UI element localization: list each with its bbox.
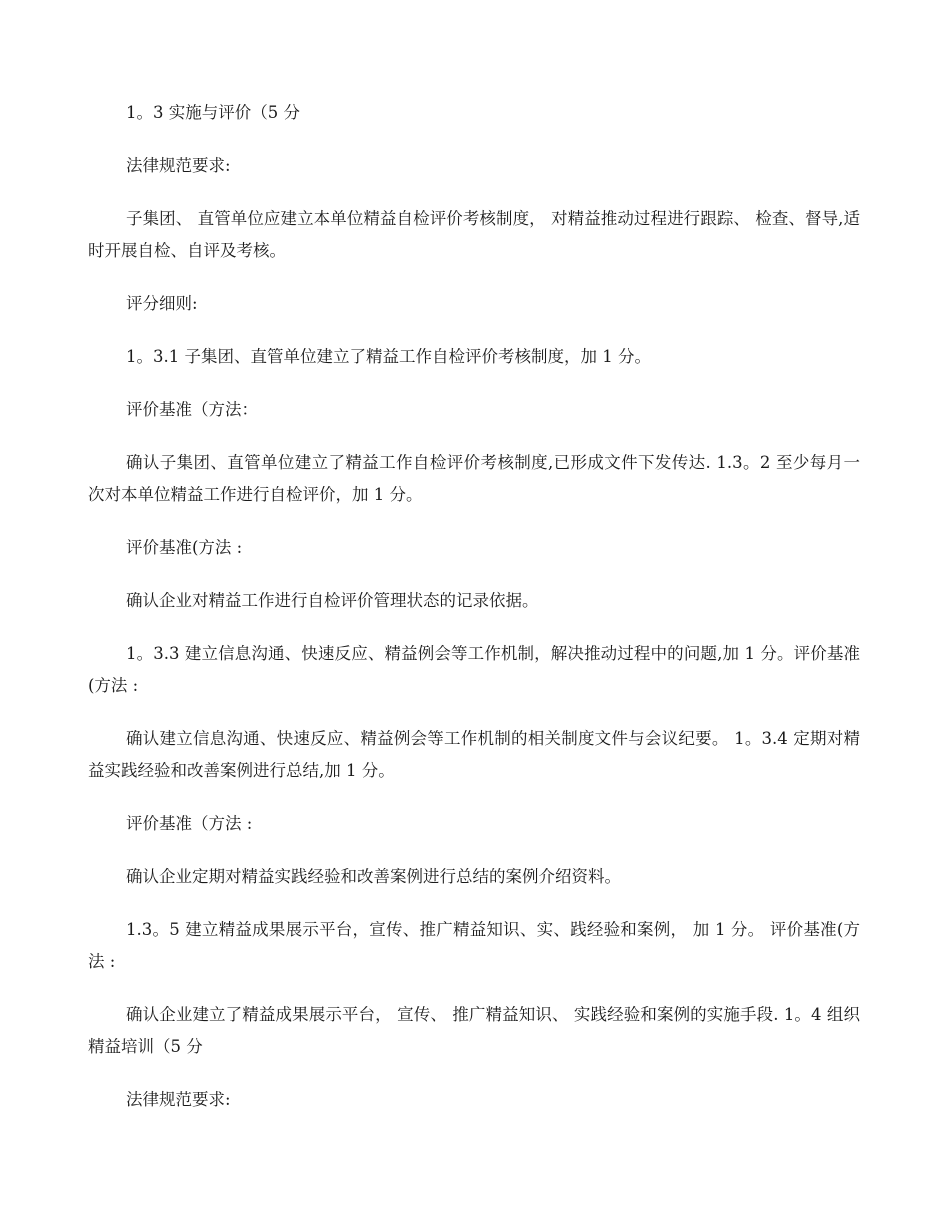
- scoring-rules-label: 评分细则:: [126, 294, 198, 313]
- legal-requirements-label: 法律规范要求:: [126, 1090, 231, 1109]
- evaluation-basis-label: 评价基准（方法：: [126, 400, 258, 419]
- evaluation-text: 确认企业定期对精益实践经验和改善案例进行总结的案例介绍资料。: [126, 867, 621, 886]
- evaluation-text: 确认企业对精益工作进行自检评价管理状态的记录依据。: [126, 591, 539, 610]
- evaluation-basis-label: 评价基准(方法 :: [126, 538, 243, 557]
- evaluation-text: 确认建立信息沟通、快速反应、精益例会等工作机制的相关制度文件与会议纪要。 1。3.4 定期对精益实践经验和改善案例进行总结,加 1 分。: [88, 729, 860, 780]
- evaluation-text: 确认企业建立了精益成果展示平台， 宣传、 推广精益知识、 实践经验和案例的实施手段. 1。4 组织精益培训（5 分: [88, 1005, 860, 1056]
- evaluation-text: 确认子集团、直管单位建立了精益工作自检评价考核制度,已形成文件下发传达. 1.3。2 至少每月一次对本单位精益工作进行自检评价，加 1 分。: [88, 453, 860, 504]
- rule-1-3-1: 1。3.1 子集团、直管单位建立了精益工作自检评价考核制度，加 1 分。: [126, 347, 651, 366]
- evaluation-basis-label: 评价基准（方法 :: [126, 814, 253, 833]
- rule-1-3-3: 1。3.3 建立信息沟通、快速反应、精益例会等工作机制，解决推动过程中的问题,加 1 分。评价基准(方法 :: [88, 644, 860, 695]
- document-body: [88, 97, 860, 1137]
- rule-1-3-5: 1.3。5 建立精益成果展示平台，宣传、推广精益知识、实、践经验和案例， 加 1 分。 评价基准(方法 :: [88, 920, 860, 971]
- requirement-text: 子集团、 直管单位应建立本单位精益自检评价考核制度， 对精益推动过程进行跟踪、 检查、督导,适时开展自检、自评及考核。: [88, 209, 860, 260]
- legal-requirements-label: 法律规范要求:: [126, 156, 231, 175]
- section-heading-1-3: 1。3 实施与评价（5 分: [126, 103, 300, 122]
